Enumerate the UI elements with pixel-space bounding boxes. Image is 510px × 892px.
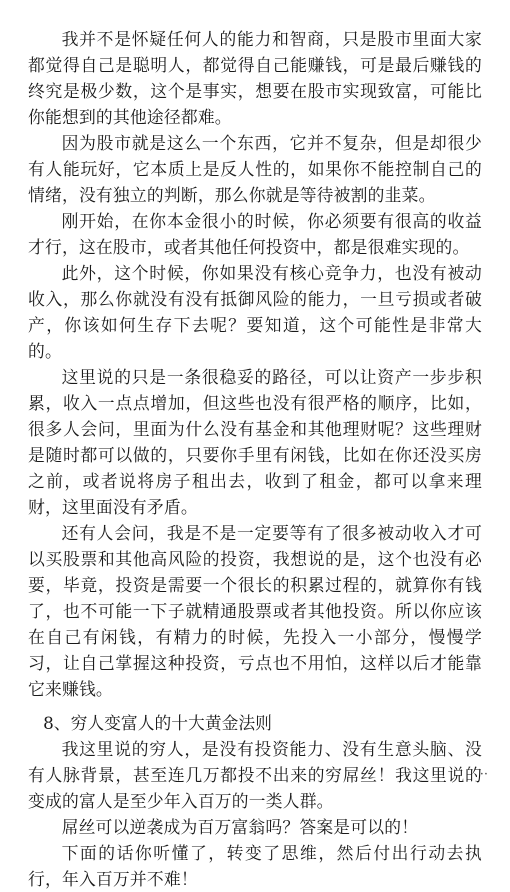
paragraph-6: 还有人会问，我是不是一定要等有了很多被动收入才可以买股票和其他高风险的投资，我想说的是，这个也没有必要，毕竟，投资是需要一个很长的积累过程的，就算你有钱了，也不可能一下子就精通股票或者其他投资。所以你应该在自己有闲钱，有精力的时候，先投入一小部分，慢慢学习，让自己掌握这种投资，亏点也不用怕，这样以后才能靠它来赚钱。 (28, 523, 482, 699)
paragraph-1: 我并不是怀疑任何人的能力和智商，只是股市里面大家都觉得自己是聪明人，都觉得自己能赚钱，可是最后赚钱的终究是极少数，这个是事实，想要在股市实现致富，可能比你能想到的其他途径都难。 (28, 29, 482, 127)
page-number-fragment: ·· (479, 767, 488, 782)
paragraph-7: 我这里说的穷人，是没有投资能力、没有生意头脑、没有人脉背景，甚至连几万都投不出来的穷屌丝！我这里说的变成的富人是至少年入百万的一类人群。 (28, 739, 482, 811)
paragraph-2: 因为股市就是这么一个东西，它并不复杂，但是却很少有人能玩好，它本质上是反人性的，如果你不能控制自己的情绪，没有独立的判断，那么你就是等待被割的韭菜。 (28, 133, 482, 205)
paragraph-3: 刚开始，在你本金很小的时候，你必须要有很高的收益才行，这在股市，或者其他任何投资中，都是很难实现的。 (28, 211, 482, 257)
paragraph-5: 这里说的只是一条很稳妥的路径，可以让资产一步步积累，收入一点点增加，但这些也没有很严格的顺序，比如，很多人会问，里面为什么没有基金和其他理财呢？这些理财是随时都可以做的，只要你手里有闲钱，比如在你还没买房之前，或者说将房子租出去，收到了租金，都可以拿来理财，这里面没有矛盾。 (28, 367, 482, 517)
paragraph-8: 屌丝可以逆袭成为百万富翁吗？答案是可以的！ (61, 817, 419, 837)
section-spacer (28, 702, 482, 710)
section-heading: 8、穷人变富人的十大黄金法则 (43, 713, 272, 733)
paragraph-4: 此外，这个时候，你如果没有核心竞争力，也没有被动收入，那么你就没有没有抵御风险的能力，一旦亏损或者破产，你该如何生存下去呢？要知道，这个可能性是非常大的。 (28, 263, 482, 361)
paragraph-9: 下面的话你听懂了，转变了思维，然后付出行动去执行，年入百万并不难！ (28, 843, 482, 889)
